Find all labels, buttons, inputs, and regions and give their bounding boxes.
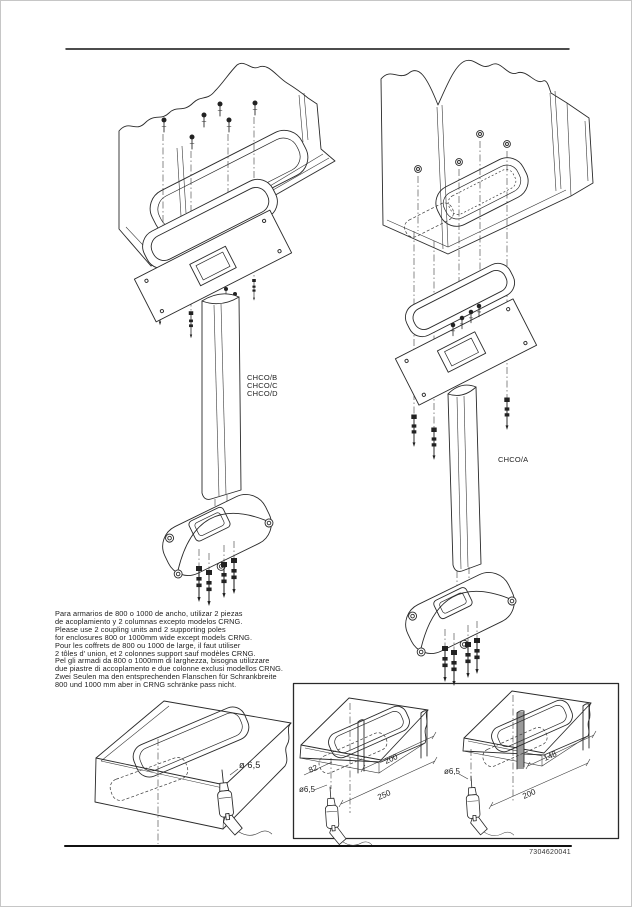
label-chco-d: CHCO/D — [247, 389, 278, 399]
base-left — [155, 487, 282, 590]
label-chco-c: CHCO/C — [247, 381, 278, 391]
technical-drawing-canvas — [1, 1, 632, 907]
exploded-view-right — [381, 60, 593, 686]
instruction-line: Pel gli armadi da 800 o 1000mm di larghezza, bisogna utilizzare — [55, 656, 270, 666]
instruction-line: 2 tôles d' union, et 2 colonnes support sauf modèles CRNG. — [55, 648, 256, 658]
instruction-line: Please use 2 coupling units and 2 supporting poles — [55, 624, 226, 634]
exploded-view-left — [119, 63, 335, 606]
dim-250-label: 250 — [376, 788, 393, 802]
document-number: 7304620041 — [529, 849, 571, 856]
support-column-left — [202, 294, 241, 500]
support-column-right — [448, 385, 481, 571]
drill-diameter-callout: ø 6,5 — [239, 760, 261, 770]
hole-dia-right-label: ø6,5 — [444, 767, 461, 776]
detail-figure-left — [299, 698, 437, 848]
label-chco-bcd — [247, 374, 278, 399]
instruction-line: Pour les coffrets de 800 ou 1000 de large, il faut utiliser — [55, 640, 241, 650]
label-chco-b: CHCO/B — [247, 373, 278, 382]
cabinet-right — [381, 60, 593, 254]
dim-148-label: 148 — [542, 749, 559, 763]
dim-200-left-label: 200 — [383, 752, 400, 766]
instruction-line: Zwei Seulen ma den entsprechenden Flanschen für Schrankbreite — [55, 672, 277, 682]
detail-box — [294, 684, 619, 849]
instruction-text-block — [55, 610, 283, 689]
instruction-line: 800 und 1000 mm aber in CRNG schränke pass nicht. — [55, 680, 237, 690]
instruction-line: Para armarios de 800 o 1000 de ancho, utilizar 2 piezas — [55, 609, 243, 618]
base-right — [398, 565, 525, 668]
instruction-line: for enclosures 800 or 1000mm wide except models CRNG. — [55, 632, 253, 642]
hole-dia-left-label: ø6,5 — [299, 785, 316, 794]
dim-82-label: 82 — [307, 762, 319, 775]
detail-figure-right — [444, 691, 596, 838]
label-chco-a: CHCO/A — [498, 455, 529, 464]
dim-200-right-label: 200 — [521, 787, 538, 801]
drill-figure-left — [95, 701, 291, 844]
instruction-line: de acoplamiento y 2 columnas excepto modelos CRNG. — [55, 616, 243, 626]
instruction-line: due piastre di accoplamento e due colonne exclusi modellos CRNG. — [55, 664, 284, 674]
